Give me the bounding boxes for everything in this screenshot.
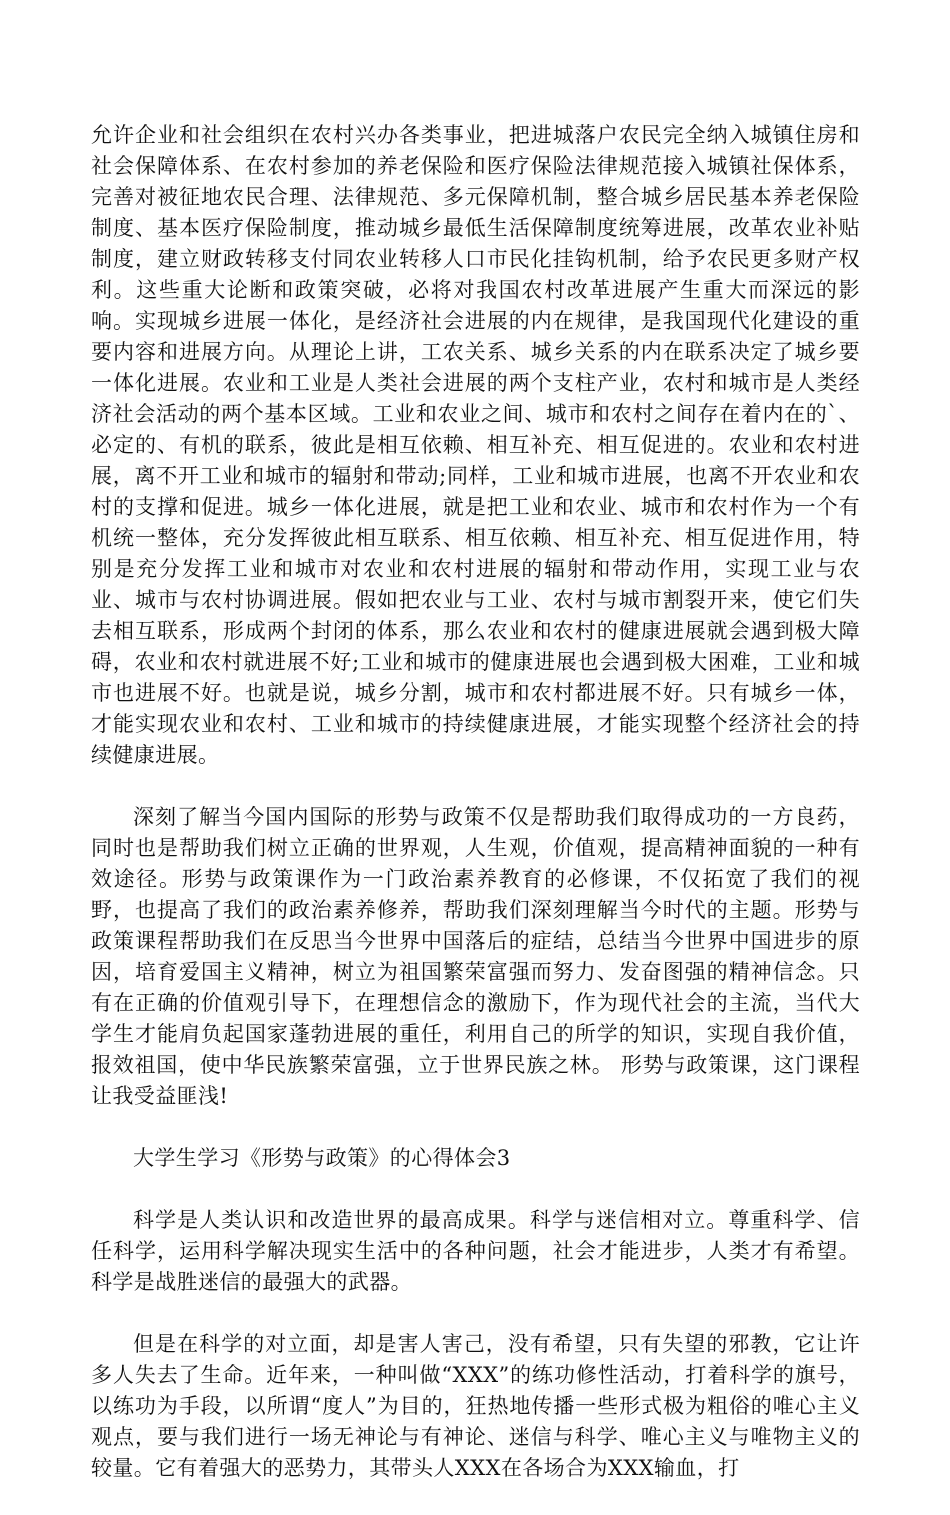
document-page: [91, 120, 860, 1515]
section-heading: 大学生学习《形势与政策》的心得体会3: [133, 1146, 511, 1170]
paragraph-situation-and-policy: 深刻了解当今国内国际的形势与政策不仅是帮助我们取得成功的一方良药，同时也是帮助我们树立正确的世界观，人生观，价值观，提高精神面貌的一种有效途径。形势与政策课作为一门政治素养教育的必修课，不仅拓宽了我们的视野，也提高了我们的政治素养修养，帮助我们深刻理解当今时代的主题。形势与政策课程帮助我们在反思当今世界中国落后的症结，总结当今世界中国进步的原因，培育爱国主义精神，树立为祖国繁荣富强而努力、发奋图强的精神信念。只有在正确的价值观引导下，在理想信念的激励下，作为现代社会的主流，当代大学生才能肩负起国家蓬勃进展的重任，利用自己的所学的知识，实现自我价值，报效祖国，使中华民族繁荣富强，立于世界民族之林。 形势与政策课，这门课程让我受益匪浅!: [91, 805, 860, 1108]
paragraph-science: 科学是人类认识和改造世界的最高成果。科学与迷信相对立。尊重科学、信任科学，运用科学解决现实生活中的各种问题，社会才能进步，人类才有希望。科学是战胜迷信的最强大的武器。: [91, 1208, 860, 1294]
paragraph-cult: 但是在科学的对立面，却是害人害己，没有希望，只有失望的邪教，它让许多人失去了生命。近年来，一种叫做“XXX”的练功修性活动，打着科学的旗号，以练功为手段，以所谓“度人”为目的，狂热地传播一些形式极为粗俗的唯心主义观点，要与我们进行一场无神论与有神论、迷信与科学、唯心主义与唯物主义的较量。它有着强大的恶势力，其带头人XXX在各场合为XXX输血，打: [91, 1332, 860, 1480]
paragraph-urban-rural-integration: 允许企业和社会组织在农村兴办各类事业，把进城落户农民完全纳入城镇住房和社会保障体系、在农村参加的养老保险和医疗保险法律规范接入城镇社保体系，完善对被征地农民合理、法律规范、多元保障机制，整合城乡居民基本养老保险制度、基本医疗保险制度，推动城乡最低生活保障制度统筹进展，改革农业补贴制度，建立财政转移支付同农业转移人口市民化挂钩机制，给予农民更多财产权利。这些重大论断和政策突破，必将对我国农村改革进展产生重大而深远的影响。实现城乡进展一体化，是经济社会进展的内在规律，是我国现代化建设的重要内容和进展方向。从理论上讲，工农关系、城乡关系的内在联系决定了城乡要一体化进展。农业和工业是人类社会进展的两个支柱产业，农村和城市是人类经济社会活动的两个基本区域。工业和农业之间、城市和农村之间存在着内在的`、必定的、有机的联系，彼此是相互依赖、相互补充、相互促进的。农业和农村进展，离不开工业和城市的辐射和带动;同样，工业和城市进展，也离不开农业和农村的支撑和促进。城乡一体化进展，就是把工业和农业、城市和农村作为一个有机统一整体，充分发挥彼此相互联系、相互依赖、相互补充、相互促进作用，特别是充分发挥工业和城市对农业和农村进展的辐射和带动作用，实现工业与农业、城市与农村协调进展。假如把农业与工业、农村与城市割裂开来，使它们失去相互联系，形成两个封闭的体系，那么农业和农村的健康进展就会遇到极大障碍，农业和农村就进展不好;工业和城市的健康进展也会遇到极大困难，工业和城市也进展不好。也就是说，城乡分割，城市和农村都进展不好。只有城乡一体，才能实现农业和农村、工业和城市的持续健康进展，才能实现整个经济社会的持续健康进展。: [91, 123, 860, 767]
